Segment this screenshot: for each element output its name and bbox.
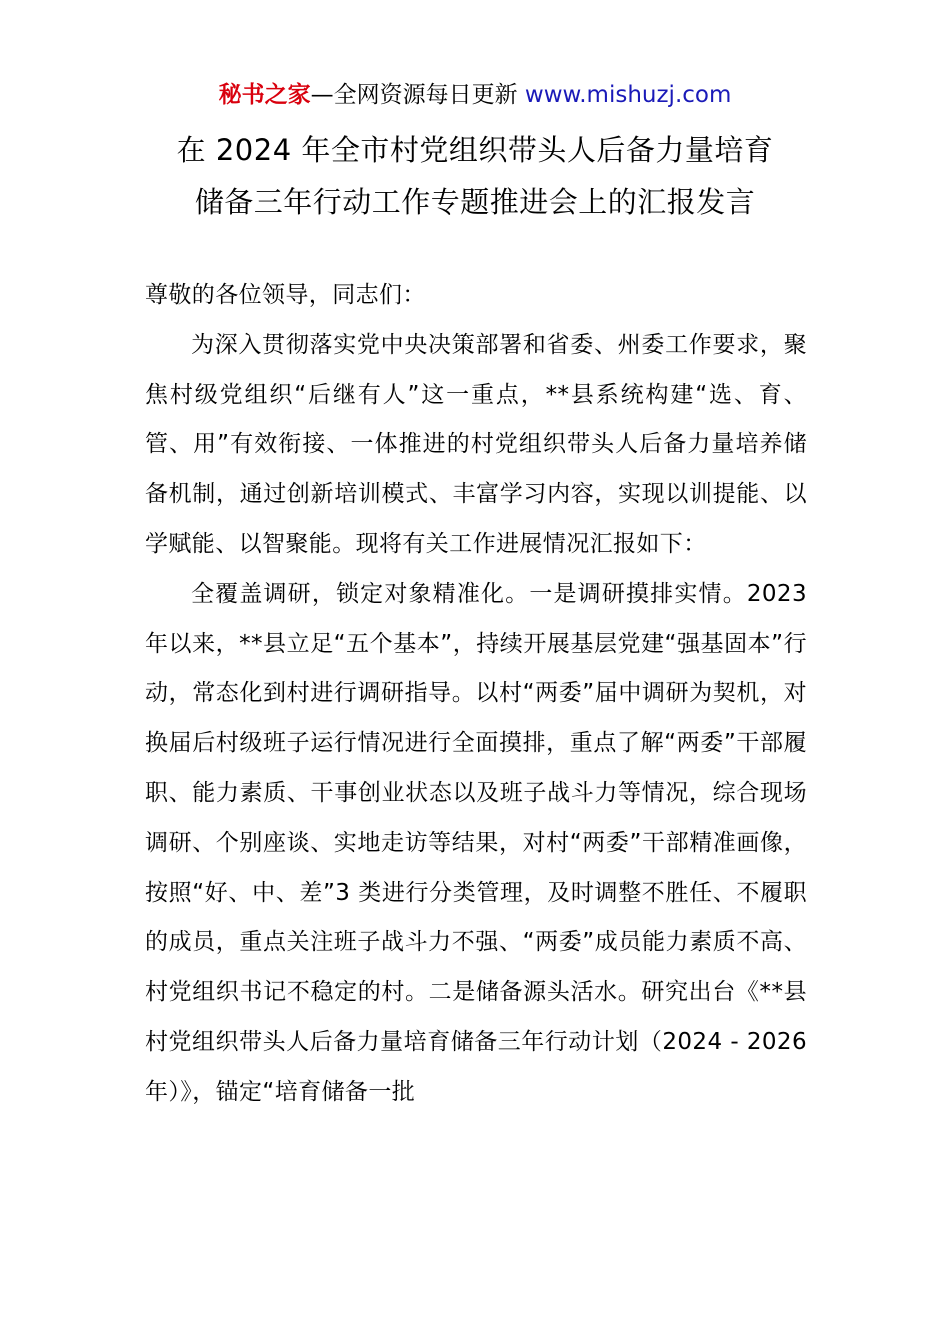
- site-tagline: —全网资源每日更新: [310, 82, 525, 108]
- title-line-1: 在 2024 年全市村党组织带头人后备力量培育: [176, 133, 774, 167]
- paragraph-research: 全覆盖调研，锁定对象精准化。一是调研摸排实情。2023 年以来，**县立足“五个基本”，持续开展基层党建“强基固本”行动，常态化到村进行调研指导。以村“两委”届中调研为契机，对换届后村级班子运行情况进行全面摸排，重点了解“两委”干部履职、能力素质、干事创业状态以及班子战斗力等情况，综合现场调研、个别座谈、实地走访等结果，对村“两委”干部精准画像，按照“好、中、差”3 类进行分类管理，及时调整不胜任、不履职的成员，重点关注班子战斗力不强、“两委”成员能力素质不高、村党组织书记不稳定的村。二是储备源头活水。研究出台《**县村党组织带头人后备力量培育储备三年行动计划（2024 - 2026 年）》，锚定“培育储备一批: [145, 580, 807, 1105]
- salutation: 尊敬的各位领导，同志们：: [145, 282, 426, 308]
- document-title: [0, 124, 950, 228]
- site-brand: 秘书之家: [218, 82, 311, 108]
- site-header: [0, 78, 950, 112]
- title-line-2: 储备三年行动工作专题推进会上的汇报发言: [194, 185, 756, 219]
- document-body: [145, 271, 807, 1118]
- paragraph-intro: 为深入贯彻落实党中央决策部署和省委、州委工作要求，聚焦村级党组织“后继有人”这一重点，**县系统构建“选、育、管、用”有效衔接、一体推进的村党组织带头人后备力量培养储备机制，通过创新培训模式、丰富学习内容，实现以训提能、以学赋能、以智聚能。现将有关工作进展情况汇报如下：: [145, 331, 807, 557]
- site-url-link[interactable]: www.mishuzj.com: [524, 82, 732, 108]
